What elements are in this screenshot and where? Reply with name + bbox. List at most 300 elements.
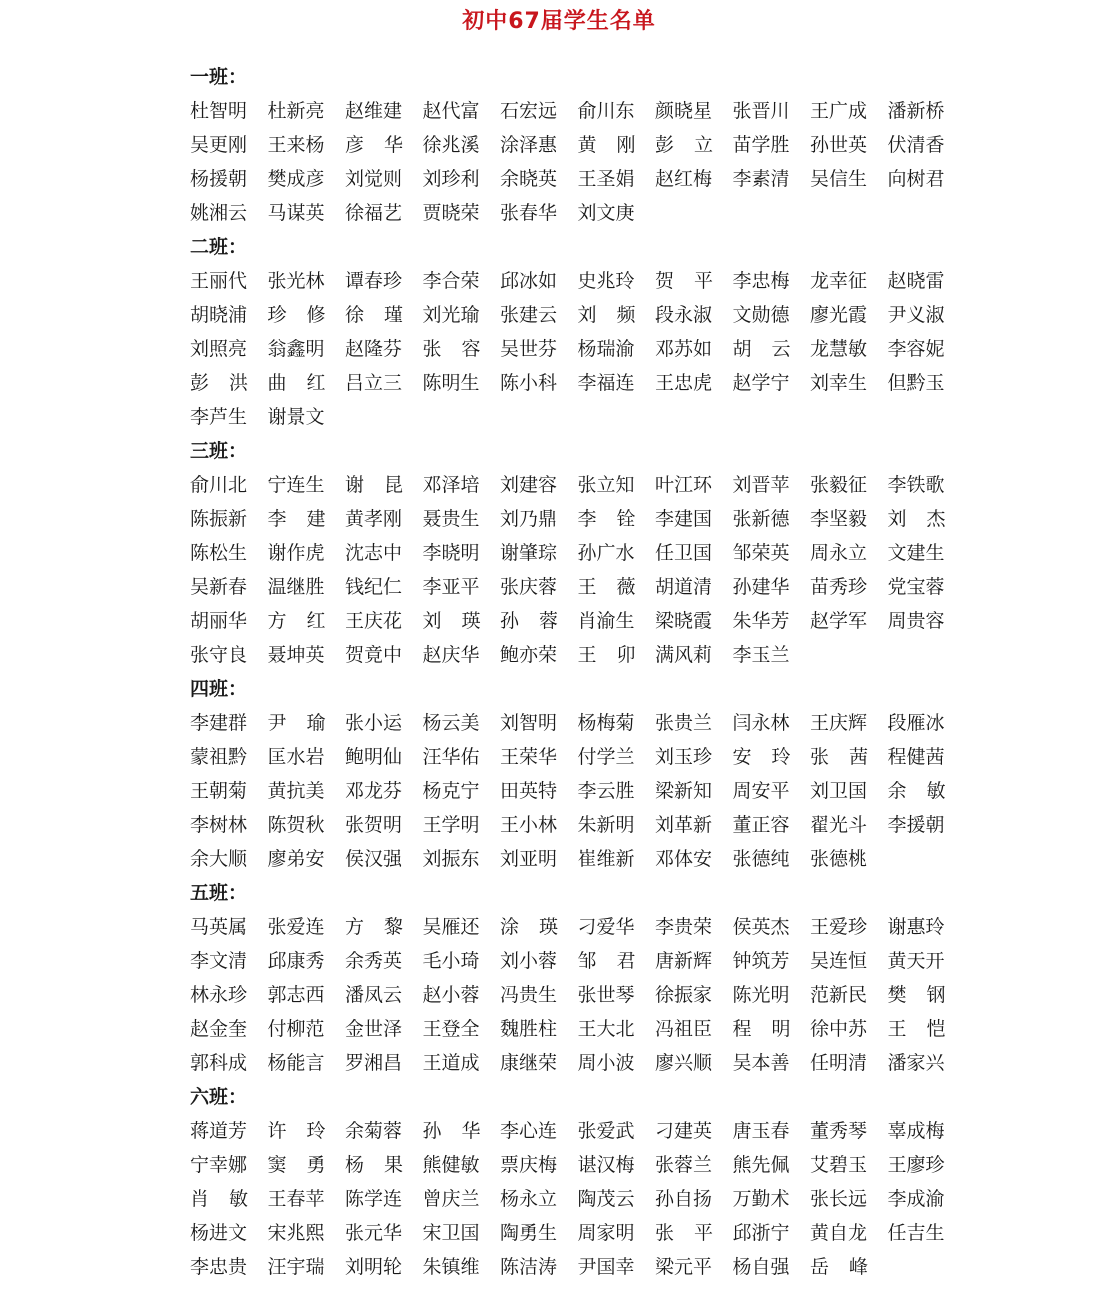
student-name: 周家明 (577, 1222, 635, 1244)
page-title: 初中67届学生名单 (462, 9, 656, 34)
student-name: 龙幸征 (810, 270, 868, 292)
student-name: 马谋英 (267, 202, 325, 224)
student-name: 徐 瑾 (345, 304, 403, 326)
student-name: 张德纯 (732, 848, 790, 870)
student-name: 宋卫国 (422, 1222, 480, 1244)
name-row (190, 944, 970, 978)
student-name: 董秀琴 (810, 1120, 868, 1142)
student-name: 赵隆芬 (345, 338, 403, 360)
student-name: 刘 杰 (887, 508, 946, 530)
student-name: 涂 瑛 (500, 916, 558, 938)
student-name: 李树林 (190, 814, 248, 836)
student-name: 杨瑞渝 (577, 338, 635, 360)
student-name: 周永立 (810, 542, 868, 564)
student-name: 刘照亮 (190, 338, 248, 360)
student-name: 窦 勇 (267, 1154, 326, 1176)
student-name: 樊成彦 (267, 168, 325, 190)
student-name: 谢作虎 (267, 542, 325, 564)
student-name: 文勋德 (732, 304, 790, 326)
name-row (190, 468, 970, 502)
student-name: 崔维新 (577, 848, 635, 870)
name-row (190, 1114, 970, 1148)
student-name: 王忠虎 (655, 372, 713, 394)
student-name: 吴信生 (810, 168, 868, 190)
name-row (190, 1182, 970, 1216)
student-name: 杨援朝 (190, 168, 248, 190)
student-name: 康继荣 (500, 1052, 558, 1074)
student-name: 周贵容 (887, 610, 945, 632)
student-name: 龙慧敏 (810, 338, 868, 360)
student-name: 杜新亮 (267, 100, 325, 122)
student-name: 李建群 (190, 712, 248, 734)
student-name: 胡 云 (732, 338, 791, 360)
name-row (190, 162, 970, 196)
student-name: 谢景文 (267, 406, 325, 428)
student-name: 王廖珍 (887, 1154, 945, 1176)
student-name: 赵代富 (422, 100, 480, 122)
student-name: 谭春珍 (345, 270, 403, 292)
student-name: 王 卯 (577, 644, 636, 666)
student-name: 熊健敏 (422, 1154, 480, 1176)
student-name: 肖渝生 (577, 610, 635, 632)
student-name: 彦 华 (345, 134, 403, 156)
student-name: 赵学宁 (732, 372, 790, 394)
student-name: 金世泽 (345, 1018, 403, 1040)
name-row (190, 196, 970, 230)
class-section (190, 672, 970, 876)
name-row (190, 808, 970, 842)
student-name: 吴更刚 (190, 134, 248, 156)
student-name: 王荣华 (500, 746, 558, 768)
student-name: 艾碧玉 (810, 1154, 868, 1176)
student-name: 邱康秀 (267, 950, 325, 972)
student-name: 梁新知 (655, 780, 713, 802)
student-name: 姚湘云 (190, 202, 248, 224)
student-name: 黄 刚 (577, 134, 636, 156)
student-name: 鲍明仙 (345, 746, 403, 768)
name-row (190, 1216, 970, 1250)
student-name: 杨克宁 (422, 780, 480, 802)
name-row (190, 298, 970, 332)
student-name: 许 玲 (267, 1120, 326, 1142)
student-name: 余 敏 (887, 780, 946, 802)
student-name: 赵金奎 (190, 1018, 248, 1040)
student-name: 李铁歌 (887, 474, 945, 496)
student-name: 蒋道芳 (190, 1120, 248, 1142)
student-name: 李忠梅 (732, 270, 790, 292)
student-name: 孙 蓉 (500, 610, 558, 632)
name-row (190, 332, 970, 366)
student-name: 陈松生 (190, 542, 248, 564)
student-name: 王朝菊 (190, 780, 248, 802)
student-name: 邓苏如 (655, 338, 713, 360)
student-name: 吴世芬 (500, 338, 558, 360)
student-name: 程 明 (732, 1018, 791, 1040)
student-name: 邓泽培 (422, 474, 480, 496)
student-name: 廖弟安 (267, 848, 325, 870)
student-name: 李忠贵 (190, 1256, 248, 1278)
student-name: 张爱武 (577, 1120, 635, 1142)
student-name: 陈振新 (190, 508, 248, 530)
student-name: 张 平 (655, 1222, 713, 1244)
student-name: 黄抗美 (267, 780, 325, 802)
student-name: 李容妮 (887, 338, 945, 360)
student-name: 任明清 (810, 1052, 868, 1074)
student-name: 王丽代 (190, 270, 248, 292)
student-name: 范新民 (810, 984, 868, 1006)
student-name: 贾晓荣 (422, 202, 480, 224)
name-row (190, 978, 970, 1012)
student-name: 赵学军 (810, 610, 868, 632)
student-name: 苗秀珍 (810, 576, 868, 598)
student-name: 刘明轮 (345, 1256, 403, 1278)
student-name: 段雁冰 (887, 712, 945, 734)
name-row (190, 706, 970, 740)
student-name: 闫永林 (732, 712, 790, 734)
student-name: 李芦生 (190, 406, 248, 428)
student-name: 孙 华 (422, 1120, 481, 1142)
student-name: 杨梅菊 (577, 712, 635, 734)
student-name: 冯贵生 (500, 984, 558, 1006)
name-row (190, 1148, 970, 1182)
student-name: 翁鑫明 (267, 338, 325, 360)
student-name: 杨永立 (500, 1188, 558, 1210)
class-heading: 五班： (190, 882, 248, 904)
student-name: 李心连 (500, 1120, 558, 1142)
student-name: 余大顺 (190, 848, 248, 870)
student-name: 张世琴 (577, 984, 635, 1006)
student-name: 邹 君 (577, 950, 636, 972)
student-name: 李合荣 (422, 270, 480, 292)
name-row (190, 1250, 970, 1284)
student-name: 毛小琦 (422, 950, 480, 972)
name-row (190, 400, 970, 434)
class-heading: 一班： (190, 66, 248, 88)
class-heading: 四班： (190, 678, 248, 700)
name-row (190, 536, 970, 570)
student-name: 向树君 (887, 168, 945, 190)
student-name: 贺 平 (655, 270, 713, 292)
student-name: 孙世英 (810, 134, 868, 156)
student-name: 王登全 (422, 1018, 480, 1040)
student-name: 孙自扬 (655, 1188, 713, 1210)
student-name: 邱浙宁 (732, 1222, 790, 1244)
student-name: 黄天开 (887, 950, 945, 972)
student-name: 刘晋苹 (732, 474, 790, 496)
student-name: 王庆花 (345, 610, 403, 632)
student-name: 谢肇琮 (500, 542, 558, 564)
student-name: 吕立三 (345, 372, 403, 394)
student-name: 王广成 (810, 100, 868, 122)
student-name: 石宏远 (500, 100, 558, 122)
student-name: 张建云 (500, 304, 558, 326)
student-name: 余秀英 (345, 950, 403, 972)
student-name: 李贵荣 (655, 916, 713, 938)
student-name: 王小林 (500, 814, 558, 836)
student-name: 赵晓雷 (887, 270, 945, 292)
student-name: 张贵兰 (655, 712, 713, 734)
student-name: 李云胜 (577, 780, 635, 802)
student-name: 罗湘昌 (345, 1052, 403, 1074)
student-name: 赵维建 (345, 100, 403, 122)
student-name: 李素清 (732, 168, 790, 190)
student-name: 冯祖臣 (655, 1018, 713, 1040)
student-name: 赵小蓉 (422, 984, 480, 1006)
student-name: 曲 红 (267, 372, 326, 394)
student-name: 刘觉则 (345, 168, 403, 190)
student-name: 邹荣英 (732, 542, 790, 564)
name-row (190, 604, 970, 638)
name-row (190, 570, 970, 604)
student-name: 颜晓星 (655, 100, 713, 122)
student-name: 程健茜 (887, 746, 945, 768)
student-name: 钟筑芳 (732, 950, 790, 972)
student-name: 李亚平 (422, 576, 480, 598)
class-section (190, 230, 970, 434)
student-name: 邓龙芬 (345, 780, 403, 802)
student-name: 温继胜 (267, 576, 325, 598)
student-name: 宋兆熙 (267, 1222, 325, 1244)
student-name: 王来杨 (267, 134, 325, 156)
name-row (190, 842, 970, 876)
student-name: 王 薇 (577, 576, 636, 598)
class-section (190, 434, 970, 672)
name-row (190, 128, 970, 162)
student-name: 张春华 (500, 202, 558, 224)
student-name: 樊 钢 (887, 984, 946, 1006)
student-name: 陶茂云 (577, 1188, 635, 1210)
student-name: 任卫国 (655, 542, 713, 564)
student-name: 王圣娟 (577, 168, 635, 190)
student-name: 吴雁还 (422, 916, 480, 938)
student-name: 陶勇生 (500, 1222, 558, 1244)
student-name: 林永珍 (190, 984, 248, 1006)
student-name: 张元华 (345, 1222, 403, 1244)
student-name: 黄自龙 (810, 1222, 868, 1244)
student-name: 谢惠玲 (887, 916, 945, 938)
student-name: 尹义淑 (887, 304, 945, 326)
name-row (190, 366, 970, 400)
student-name: 朱镇维 (422, 1256, 480, 1278)
student-name: 票庆梅 (500, 1154, 558, 1176)
student-name: 谢 昆 (345, 474, 403, 496)
student-name: 吴新春 (190, 576, 248, 598)
student-name: 辜成梅 (887, 1120, 945, 1142)
student-name: 张毅征 (810, 474, 868, 496)
student-name: 刘亚明 (500, 848, 558, 870)
student-name: 李 铨 (577, 508, 636, 530)
student-name: 鲍亦荣 (500, 644, 558, 666)
student-name: 陈洁涛 (500, 1256, 558, 1278)
student-name: 俞川东 (577, 100, 635, 122)
class-section (190, 876, 970, 1080)
student-name: 贺竟中 (345, 644, 403, 666)
student-name: 胡道清 (655, 576, 713, 598)
name-row (190, 638, 970, 672)
student-name: 张光林 (267, 270, 325, 292)
student-name: 李坚毅 (810, 508, 868, 530)
student-name: 田英特 (500, 780, 558, 802)
student-name: 李晓明 (422, 542, 480, 564)
student-name: 朱华芳 (732, 610, 790, 632)
student-name: 刘卫国 (810, 780, 868, 802)
student-name: 王春苹 (267, 1188, 325, 1210)
student-name: 邱冰如 (500, 270, 558, 292)
class-heading: 六班： (190, 1086, 248, 1108)
student-name: 宁幸娜 (190, 1154, 248, 1176)
student-name: 朱新明 (577, 814, 635, 836)
student-name: 潘凤云 (345, 984, 403, 1006)
student-name: 廖光霞 (810, 304, 868, 326)
student-name: 汪华佑 (422, 746, 480, 768)
student-name: 杨能言 (267, 1052, 325, 1074)
student-name: 孙建华 (732, 576, 790, 598)
student-name: 余菊蓉 (345, 1120, 403, 1142)
name-row (190, 910, 970, 944)
name-row (190, 1012, 970, 1046)
student-name: 张爱连 (267, 916, 325, 938)
student-name: 翟光斗 (810, 814, 868, 836)
student-name: 段永淑 (655, 304, 713, 326)
student-name: 沈志中 (345, 542, 403, 564)
student-name: 李福连 (577, 372, 635, 394)
student-name: 李成渝 (887, 1188, 945, 1210)
student-name: 俞川北 (190, 474, 248, 496)
student-name: 匡水岩 (267, 746, 325, 768)
student-name: 李援朝 (887, 814, 945, 836)
student-name: 胡晓浦 (190, 304, 248, 326)
student-name: 张守良 (190, 644, 248, 666)
student-name: 马英属 (190, 916, 248, 938)
student-name: 潘新桥 (887, 100, 945, 122)
class-section (190, 1080, 970, 1284)
student-name: 刁建英 (655, 1120, 713, 1142)
student-name: 方 黎 (345, 916, 403, 938)
name-row (190, 502, 970, 536)
student-name: 陈小科 (500, 372, 558, 394)
name-row (190, 264, 970, 298)
student-name: 方 红 (267, 610, 326, 632)
student-name: 刘乃鼎 (500, 508, 558, 530)
student-name: 张 茜 (810, 746, 868, 768)
student-name: 彭 立 (655, 134, 713, 156)
student-name: 张小运 (345, 712, 403, 734)
student-name: 王 恺 (887, 1018, 946, 1040)
student-name: 徐振家 (655, 984, 713, 1006)
student-name: 李建国 (655, 508, 713, 530)
student-name: 刘智明 (500, 712, 558, 734)
student-name: 刘文庚 (577, 202, 635, 224)
student-name: 张立知 (577, 474, 635, 496)
student-name: 汪宇瑞 (267, 1256, 325, 1278)
student-name: 张新德 (732, 508, 790, 530)
student-name: 刘玉珍 (655, 746, 713, 768)
student-name: 聂坤英 (267, 644, 325, 666)
name-row (190, 774, 970, 808)
student-name: 胡丽华 (190, 610, 248, 632)
student-name: 张 容 (422, 338, 481, 360)
class-section (190, 60, 970, 230)
student-name: 王道成 (422, 1052, 480, 1074)
student-name: 王爱珍 (810, 916, 868, 938)
student-name: 梁晓霞 (655, 610, 713, 632)
student-name: 刘振东 (422, 848, 480, 870)
student-name: 王学明 (422, 814, 480, 836)
student-name: 蒙祖黔 (190, 746, 248, 768)
student-name: 刁爱华 (577, 916, 635, 938)
student-name: 黄孝刚 (345, 508, 403, 530)
student-name: 潘家兴 (887, 1052, 945, 1074)
student-name: 苗学胜 (732, 134, 790, 156)
student-name: 杨自强 (732, 1256, 790, 1278)
student-name: 杨进文 (190, 1222, 248, 1244)
student-name: 熊先佩 (732, 1154, 790, 1176)
student-name: 孙广水 (577, 542, 635, 564)
class-heading: 二班： (190, 236, 248, 258)
student-name: 满风莉 (655, 644, 713, 666)
student-name: 唐玉春 (732, 1120, 790, 1142)
student-name: 陈贺秋 (267, 814, 325, 836)
student-name: 徐福艺 (345, 202, 403, 224)
class-heading: 三班： (190, 440, 248, 462)
student-name: 安 玲 (732, 746, 791, 768)
student-name: 宁连生 (267, 474, 325, 496)
student-name: 文建生 (887, 542, 945, 564)
student-name: 岳 峰 (810, 1256, 868, 1278)
name-row (190, 1046, 970, 1080)
student-name: 梁元平 (655, 1256, 713, 1278)
student-name: 李 建 (267, 508, 326, 530)
student-name: 谌汉梅 (577, 1154, 635, 1176)
student-name: 陈学连 (345, 1188, 403, 1210)
student-name: 陈明生 (422, 372, 480, 394)
student-name: 王庆辉 (810, 712, 868, 734)
student-name: 徐兆溪 (422, 134, 480, 156)
student-name: 伏清香 (887, 134, 945, 156)
student-name: 刘 瑛 (422, 610, 481, 632)
student-name: 杨云美 (422, 712, 480, 734)
student-name: 杨 果 (345, 1154, 403, 1176)
student-name: 唐新辉 (655, 950, 713, 972)
student-name: 吴本善 (732, 1052, 790, 1074)
student-name: 余晓英 (500, 168, 558, 190)
student-name: 尹 瑜 (267, 712, 326, 734)
student-name: 张晋川 (732, 100, 790, 122)
student-name: 涂泽惠 (500, 134, 558, 156)
student-name: 刘珍利 (422, 168, 480, 190)
student-name: 聂贵生 (422, 508, 480, 530)
student-name: 陈光明 (732, 984, 790, 1006)
student-name: 万勤术 (732, 1188, 790, 1210)
student-name: 侯英杰 (732, 916, 790, 938)
name-row (190, 94, 970, 128)
student-name: 彭 洪 (190, 372, 248, 394)
student-name: 党宝蓉 (887, 576, 945, 598)
student-name: 赵红梅 (655, 168, 713, 190)
student-name: 刘革新 (655, 814, 713, 836)
student-name: 刘幸生 (810, 372, 868, 394)
student-name: 肖 敏 (190, 1188, 248, 1210)
student-name: 杜智明 (190, 100, 248, 122)
student-name: 张贺明 (345, 814, 403, 836)
student-name: 张蓉兰 (655, 1154, 713, 1176)
student-name: 邓体安 (655, 848, 713, 870)
student-name: 任吉生 (887, 1222, 945, 1244)
student-name: 曾庆兰 (422, 1188, 480, 1210)
student-name: 李玉兰 (732, 644, 790, 666)
student-name: 吴连恒 (810, 950, 868, 972)
student-name: 刘光瑜 (422, 304, 480, 326)
